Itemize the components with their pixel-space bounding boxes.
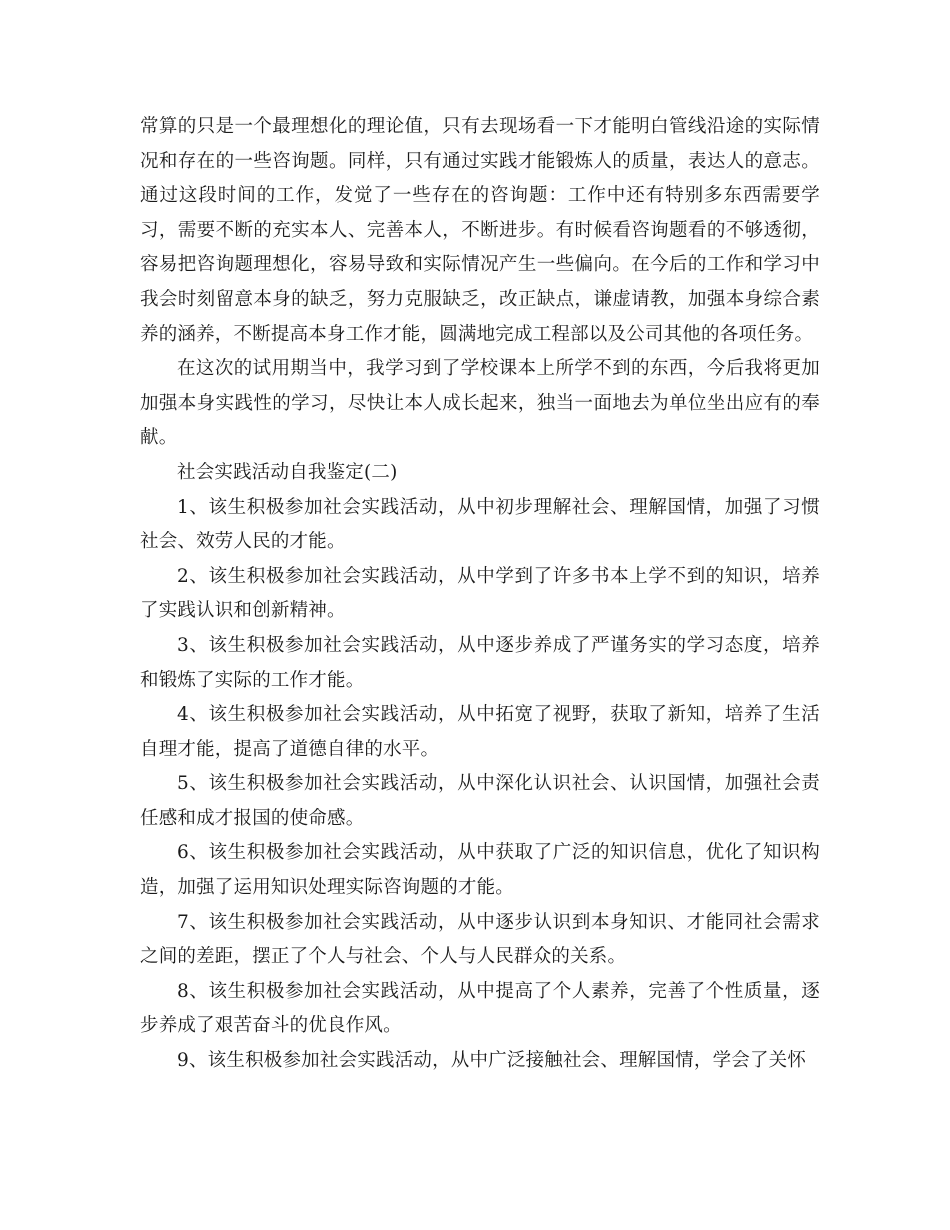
document-body bbox=[140, 110, 820, 1079]
list-item: 6、该生积极参加社会实践活动，从中获取了广泛的知识信息，优化了知识构造，加强了运用知识处理实际咨询题的才能。 bbox=[140, 842, 820, 899]
list-item: 4、该生积极参加社会实践活动，从中拓宽了视野，获取了新知，培养了生活自理才能，提高了道德自律的水平。 bbox=[140, 704, 820, 760]
list-item: 2、该生积极参加社会实践活动，从中学到了许多书本上学不到的知识，培养了实践认识和创新精神。 bbox=[140, 565, 820, 622]
list-item: 8、该生积极参加社会实践活动，从中提高了个人素养，完善了个性质量，逐步养成了艰苦奋斗的优良作风。 bbox=[140, 980, 820, 1037]
list-item: 1、该生积极参加社会实践活动，从中初步理解社会、理解国情，加强了习惯社会、效劳人民的才能。 bbox=[140, 496, 820, 553]
paragraph-continuation: 常算的只是一个最理想化的理论值，只有去现场看一下才能明白管线沿途的实际情况和存在的一些咨询题。同样，只有通过实践才能锻炼人的质量，表达人的意志。通过这段时间的工作，发觉了一些存在的咨询题：工作中还有特别多东西需要学习，需要不断的充实本人、完善本人，不断进步。有时候看咨询题看的不够透彻，容易把咨询题理想化，容易导致和实际情况产生一些偏向。在今后的工作和学习中我会时刻留意本身的缺乏，努力克服缺乏，改正缺点，谦虚请教，加强本身综合素养的涵养，不断提高本身工作才能，圆满地完成工程部以及公司其他的各项任务。 bbox=[140, 116, 820, 345]
section-heading: 社会实践活动自我鉴定(二) bbox=[177, 461, 398, 483]
list-item: 5、该生积极参加社会实践活动，从中深化认识社会、认识国情，加强社会责任感和成才报国的使命感。 bbox=[140, 773, 820, 829]
list-item: 9、该生积极参加社会实践活动，从中广泛接触社会、理解国情，学会了关怀 bbox=[177, 1050, 807, 1072]
list-item: 7、该生积极参加社会实践活动，从中逐步认识到本身知识、才能同社会需求之间的差距，摆正了个人与社会、个人与人民群众的关系。 bbox=[140, 911, 820, 968]
paragraph-conclusion: 在这次的试用期当中，我学习到了学校课本上所学不到的东西，今后我将更加加强本身实践性的学习，尽快让本人成长起来，独当一面地去为单位坐出应有的奉献。 bbox=[140, 358, 820, 449]
list-item: 3、该生积极参加社会实践活动，从中逐步养成了严谨务实的学习态度，培养和锻炼了实际的工作才能。 bbox=[140, 634, 820, 691]
